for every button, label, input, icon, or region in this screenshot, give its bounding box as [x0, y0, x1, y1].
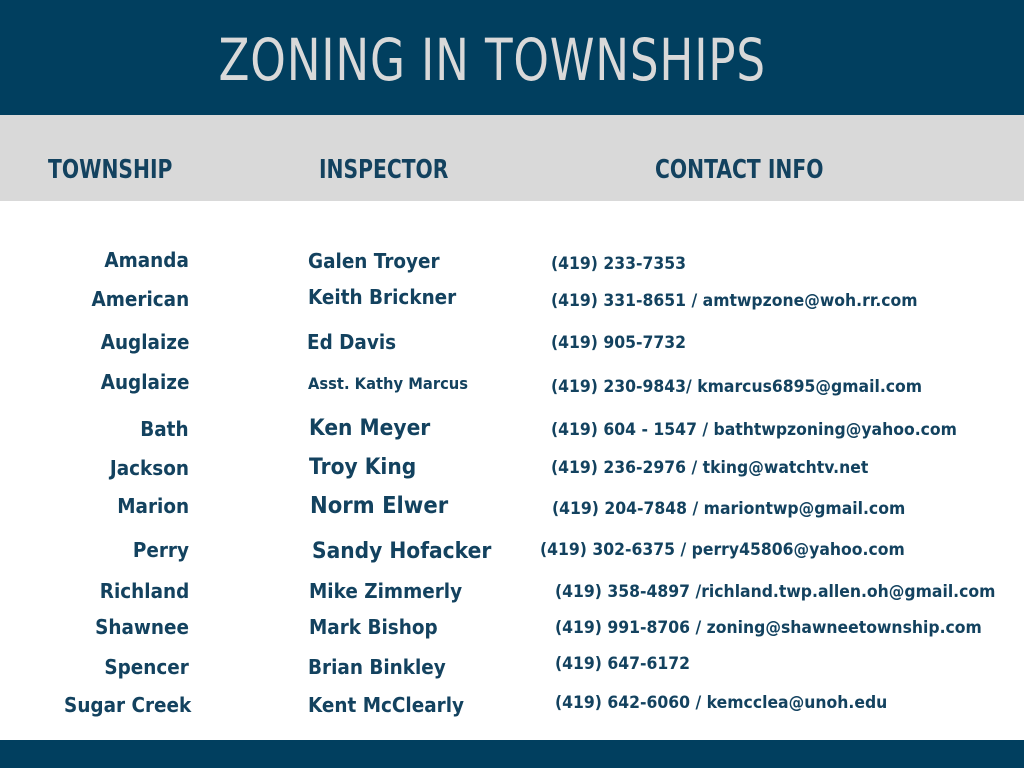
contact-info: (419) 331-8651 / amtwpzone@woh.rr.com [551, 291, 918, 311]
inspector-name: Keith Brickner [308, 285, 457, 309]
inspector-name: Asst. Kathy Marcus [308, 374, 469, 393]
township-name: Auglaize [100, 330, 189, 354]
table-row [0, 416, 1024, 446]
table-row [0, 654, 1024, 684]
contact-info: (419) 302-6375 / perry45806@yahoo.com [540, 540, 905, 560]
township-name: Bath [140, 417, 189, 441]
table-row [0, 578, 1024, 608]
inspector-name: Mike Zimmerly [309, 579, 463, 603]
table-row [0, 455, 1024, 485]
page-title: ZONING IN TOWNSHIPS [218, 26, 766, 94]
township-name: Jackson [109, 456, 189, 480]
inspector-name: Ed Davis [307, 330, 397, 354]
header-contact-info: CONTACT INFO [655, 155, 824, 185]
contact-info: (419) 233-7353 [551, 254, 687, 274]
township-name: Auglaize [100, 370, 189, 394]
footer-bar [0, 740, 1024, 768]
contact-info: (419) 642-6060 / kemcclea@unoh.edu [555, 693, 888, 713]
township-name: Richland [99, 579, 189, 603]
inspector-name: Mark Bishop [309, 615, 438, 639]
township-name: American [91, 287, 189, 311]
inspector-name: Galen Troyer [308, 249, 440, 273]
township-name: Amanda [104, 248, 189, 272]
inspector-name: Ken Meyer [309, 416, 431, 441]
table-row [0, 329, 1024, 359]
table-row [0, 614, 1024, 644]
inspector-name: Norm Elwer [310, 493, 449, 519]
inspector-name: Sandy Hofacker [312, 539, 492, 564]
table-row [0, 493, 1024, 523]
contact-info: (419) 647-6172 [555, 654, 691, 674]
township-name: Perry [132, 538, 189, 562]
table-row [0, 286, 1024, 316]
township-name: Shawnee [95, 615, 189, 639]
township-name: Sugar Creek [63, 693, 191, 717]
township-name: Spencer [104, 655, 189, 679]
contact-info: (419) 358-4897 /richland.twp.allen.oh@gmail.com [555, 582, 996, 602]
table-row [0, 537, 1024, 567]
header-inspector: INSPECTOR [319, 155, 449, 185]
contact-info: (419) 604 - 1547 / bathtwpzoning@yahoo.com [551, 420, 957, 440]
contact-info: (419) 905-7732 [551, 333, 687, 353]
contact-info: (419) 991-8706 / zoning@shawneetownship.com [555, 618, 982, 638]
header-township: TOWNSHIP [48, 155, 173, 185]
township-name: Marion [117, 494, 189, 518]
inspector-name: Troy King [309, 455, 417, 480]
contact-info: (419) 230-9843/ kmarcus6895@gmail.com [551, 377, 923, 397]
table-row [0, 247, 1024, 277]
table-row [0, 692, 1024, 722]
contact-info: (419) 204-7848 / mariontwp@gmail.com [552, 499, 906, 519]
table-row [0, 369, 1024, 399]
inspector-name: Kent McClearly [308, 693, 465, 717]
contact-info: (419) 236-2976 / tking@watchtv.net [551, 458, 869, 478]
inspector-name: Brian Binkley [308, 655, 446, 679]
